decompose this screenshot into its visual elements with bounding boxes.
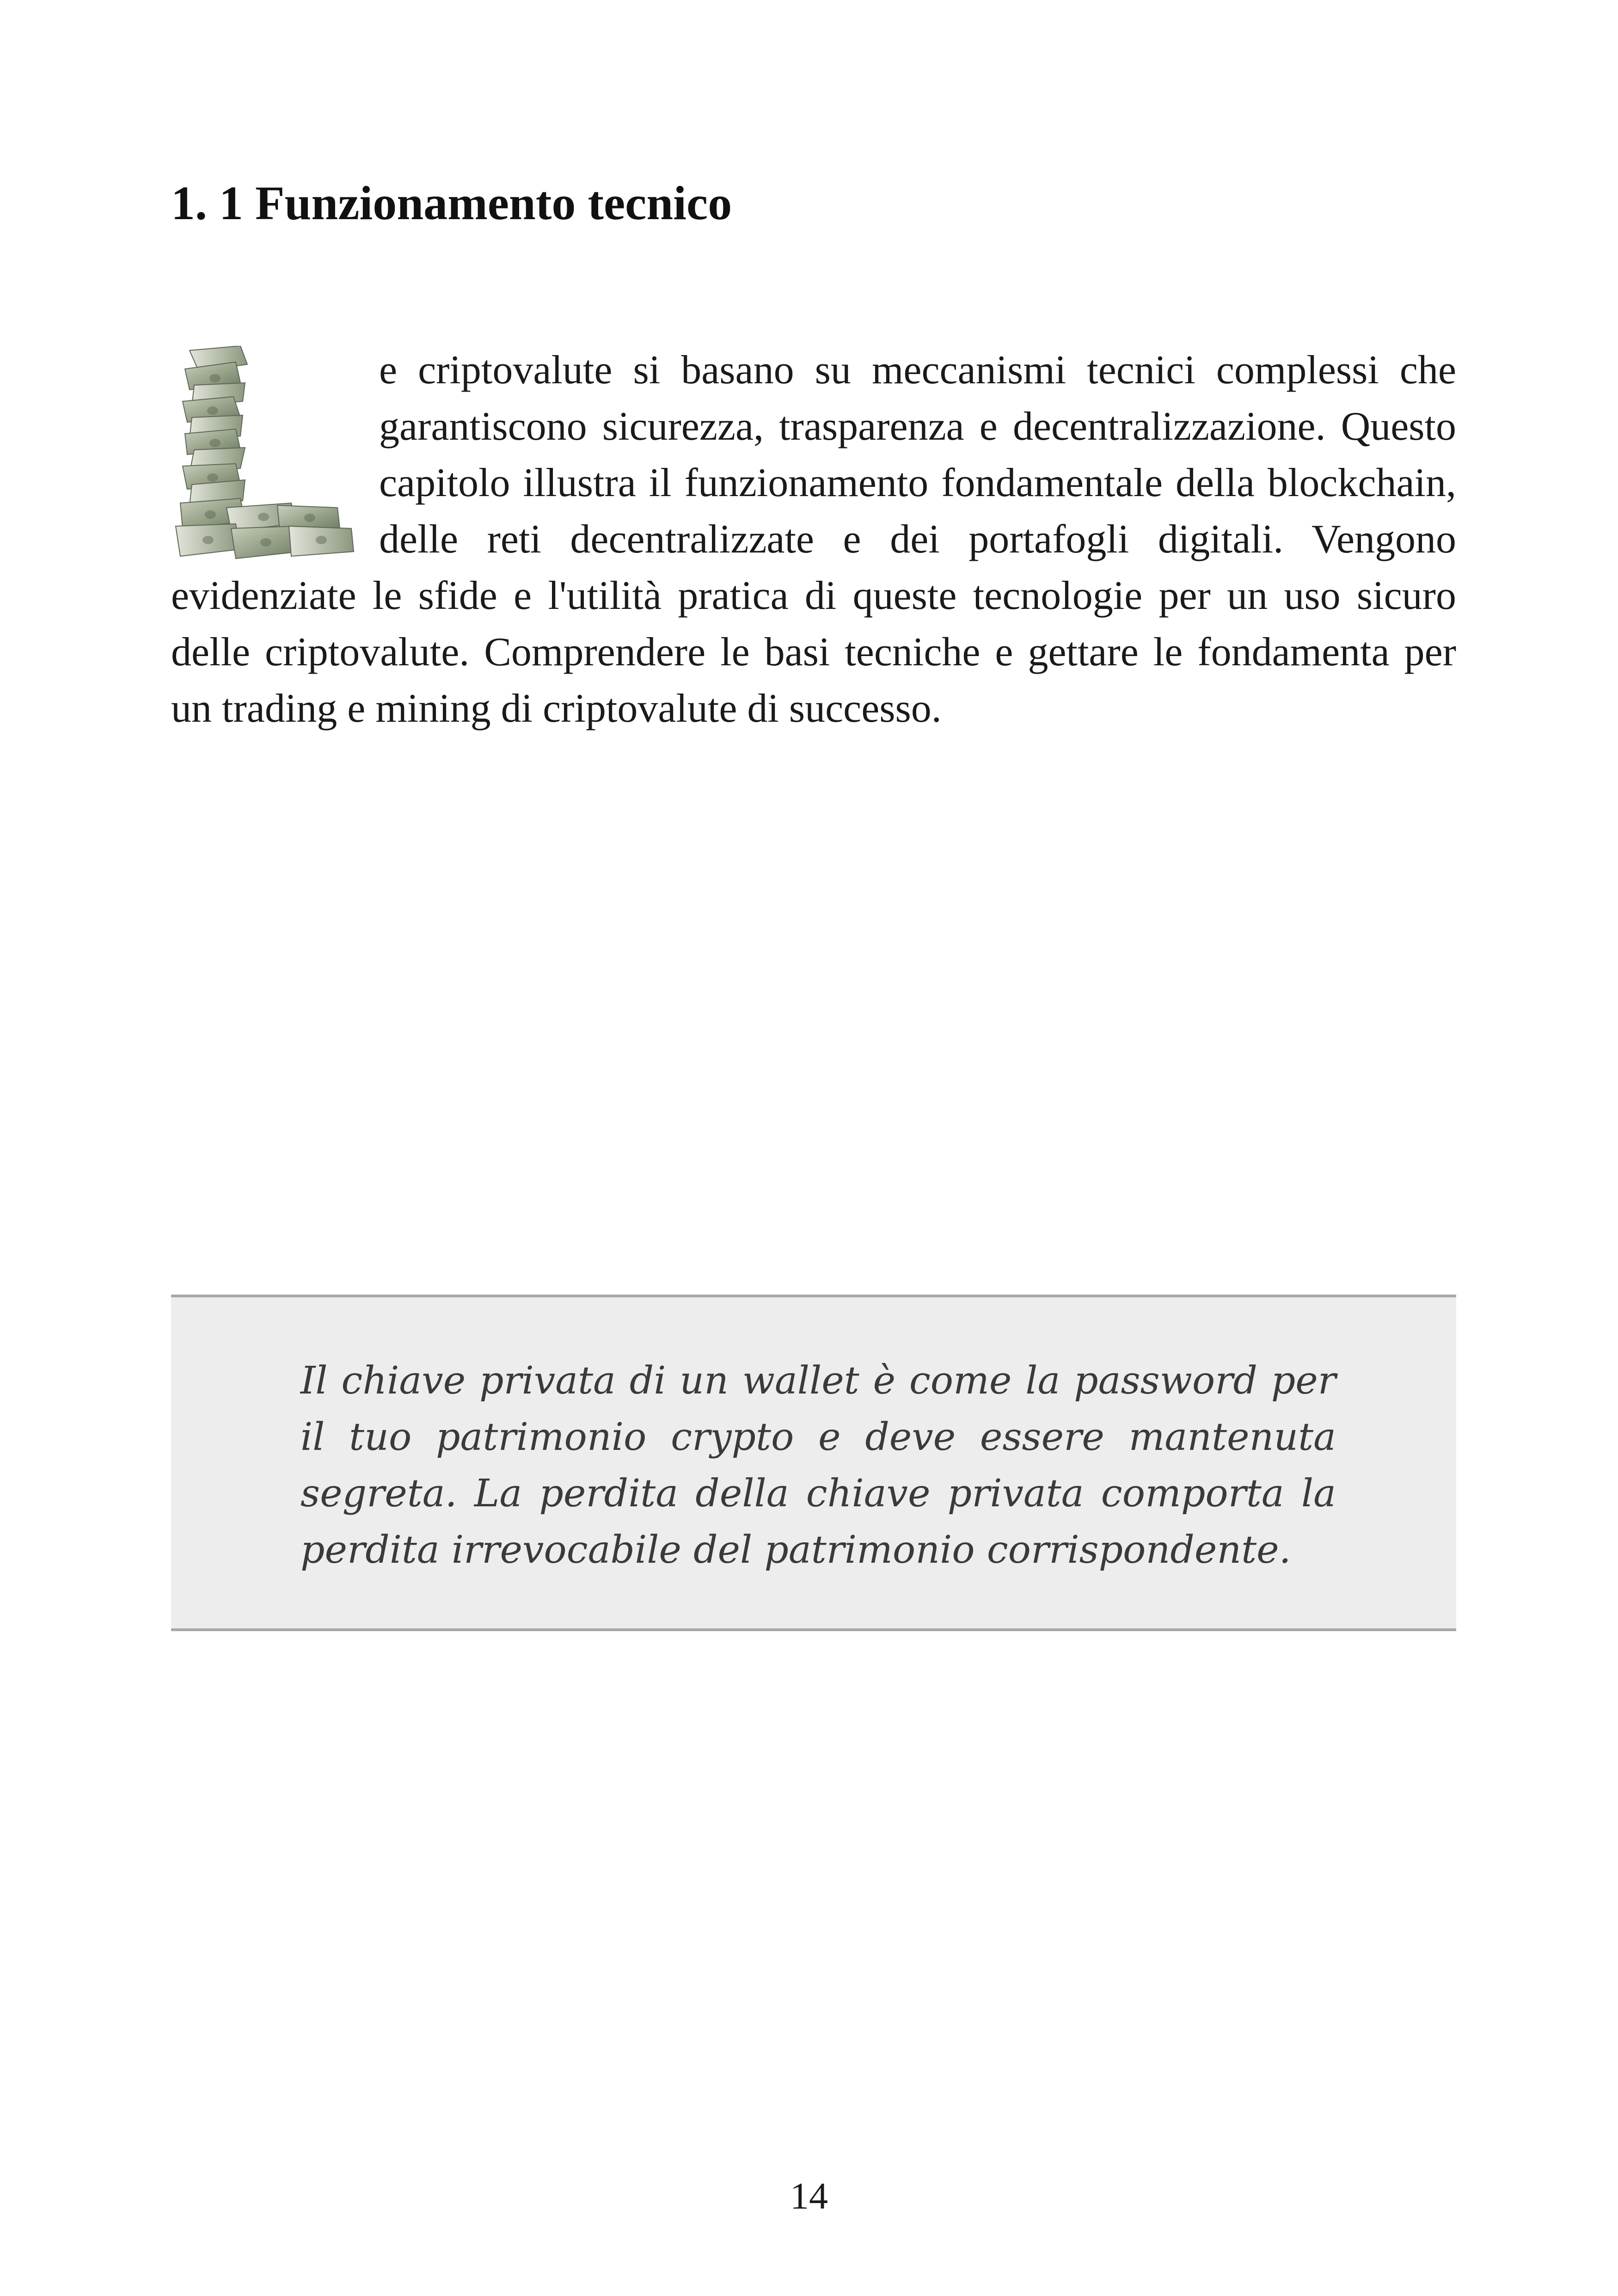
section-heading: 1. 1 Funzionamento tecnico	[171, 177, 732, 230]
dropcap-money-stack-icon	[171, 346, 356, 563]
intro-paragraph	[171, 342, 1456, 737]
callout-box	[171, 1295, 1456, 1631]
intro-paragraph-text: e criptovalute si basano su meccanismi tecnici complessi che garantiscono sicurezza, trasparenza e decentralizzazione. Questo capitolo illustra il funzionamento fondamentale della blockchain, delle reti decentralizzate e dei portafogli digitali. Vengono evidenziate le sfide e l'utilità pratica di queste tecnologie per un uso sicuro delle criptovalute. Comprendere le basi tecniche e gettare le fondamenta per un trading e mining di criptovalute di successo.	[171, 348, 1456, 731]
page-number: 14	[790, 2175, 828, 2217]
callout-text: Il chiave privata di un wallet è come la password per il tuo patrimonio crypto e deve essere mantenuta segreta. La perdita della chiave privata comporta la perdita irrevocabile del patrimonio corrispondente.	[300, 1359, 1336, 1572]
